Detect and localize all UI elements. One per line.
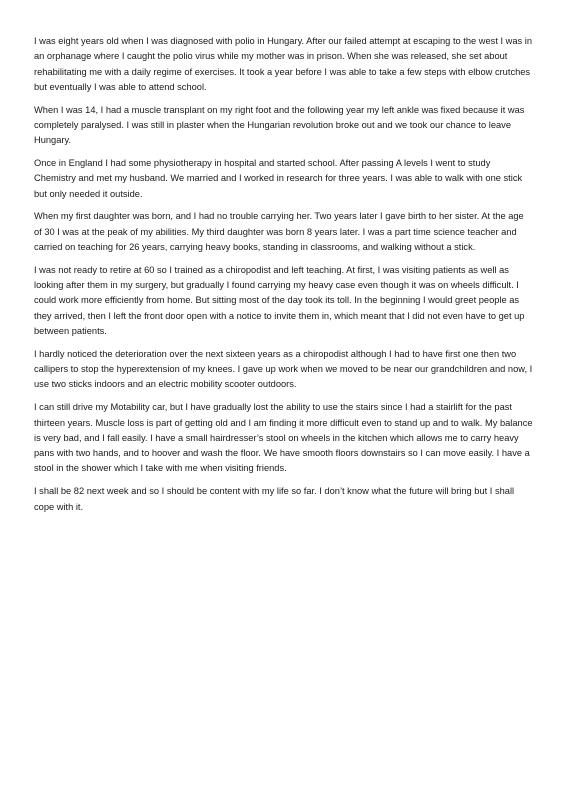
paragraph-2: When I was 14, I had a muscle transplant on my right foot and the following year my left ankle was fixed because it was completely paralysed. I was still in plaster when the Hungarian revolution broke out and we took our chance to leave Hungary. [34,104,525,146]
paragraph-3: Once in England I had some physiotherapy in hospital and started school. After passing A levels I went to study Chemistry and met my husband. We married and I worked in research for three years. I was able to walk with one stick but only needed it outside. [34,158,523,199]
paragraph-7: I can still drive my Motability car, but I have gradually lost the ability to use the stairs since I had a stairlift for the past thirteen years. Muscle loss is part of getting old and I am finding it more difficult even to stand up and to walk. My balance is very bad, and I fall easily. I have a small hairdresser’s stool on wheels in the kitchen which allows me to carry heavy pans with two hands, and to hoover and wash the floor. We have smooth floors downstairs so I can move easily. I have a stool in the shower which I take with me when visiting friends. [34,402,533,474]
paragraph-5: I was not ready to retire at 60 so I trained as a chiropodist and left teaching. At first, I was visiting patients as well as looking after them in my surgery, but gradually I found carrying my heavy case even though it was on wheels difficult. I could work more efficiently from home. But sitting most of the day took its toll. In the beginning I would greet people as they arrived, then I left the front door open with a notice to invite them in, which meant that I did not even have to get up between patients. [34,264,525,337]
paragraph-1: I was eight years old when I was diagnosed with polio in Hungary. After our failed attempt at escaping to the west I was in an orphanage where I caught the polio virus while my mother was in prison. When she was released, she set about rehabilitating me with a daily regime of exercises. It took a year before I was able to take a few steps with elbow crutches but eventually I was able to attend school. [34,36,533,92]
paragraph-6: I hardly noticed the deterioration over the next sixteen years as a chiropodist although I had to have first one then two callipers to stop the hyperextension of my knees. I gave up work when we moved to be near our grandchildren and now, I use two sticks indoors and an electric mobility scooter outdoors. [34,348,533,390]
paragraph-4: When my first daughter was born, and I had no trouble carrying her. Two years later I gave birth to her sister. At the age of 30 I was at the peak of my abilities. My third daughter was born 8 years later. I was a part time science teacher and carried on teaching for 26 years, carrying heavy books, standing in classrooms, and walking without a stick. [34,211,524,253]
document-body [34,34,534,522]
paragraph-8: I shall be 82 next week and so I should be content with my life so far. I don’t know what the future will bring but I shall cope with it. [34,486,515,512]
